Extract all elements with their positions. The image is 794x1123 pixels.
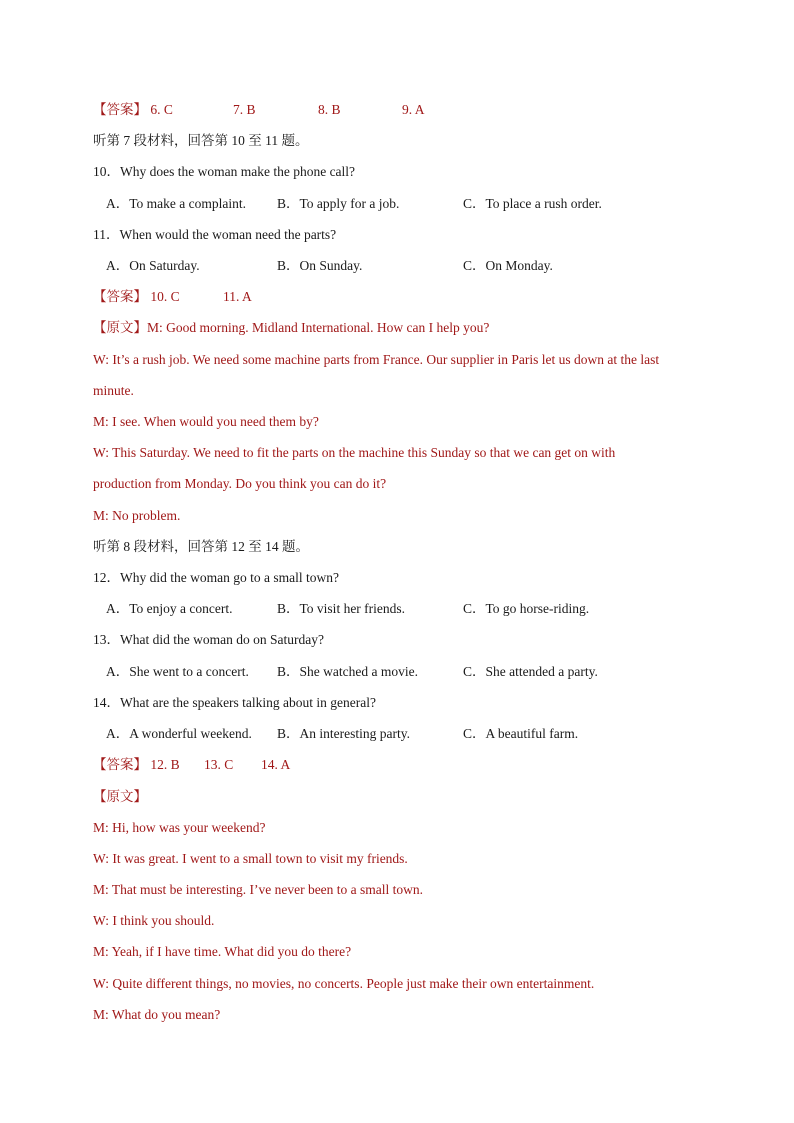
answer-8: 8. B [318,102,341,117]
question-14-stem: 14．What are the speakers talking about in general? [93,695,377,710]
q11-option-b: B．On Sunday. [277,258,363,273]
q10-option-a: A．To make a complaint. [106,196,247,211]
transcript-2-line-7: M: What do you mean? [93,1007,221,1022]
transcript-1-line-4: M: I see. When would you need them by? [93,414,319,429]
q11-option-c: C．On Monday. [463,258,553,273]
answer-label: 【答案】 [93,102,147,117]
transcript-1-line-1 [93,319,489,337]
q10-option-b: B．To apply for a job. [277,196,400,211]
q10-option-c: C．To place a rush order. [463,196,602,211]
answer-row-12-14 [93,756,291,774]
section-8-heading: 听第 8 段材料，回答第 12 至 14 题。 [93,539,309,554]
transcript-1-line-2: W: It’s a rush job. We need some machine parts from France. Our supplier in Paris let us down at the last [93,352,660,367]
q13-option-a: A．She went to a concert. [106,664,249,679]
answer-7: 7. B [233,102,256,117]
question-11-stem: 11．When would the woman need the parts? [93,227,337,242]
transcript-2-line-5: M: Yeah, if I have time. What did you do there? [93,944,352,959]
q13-option-b: B．She watched a movie. [277,664,418,679]
question-12-stem: 12．Why did the woman go to a small town? [93,570,339,585]
answer-9: 9. A [402,102,425,117]
q11-option-a: A．On Saturday. [106,258,200,273]
answer-12: 12. B [150,757,180,772]
q14-option-a: A．A wonderful weekend. [106,726,252,741]
answer-6: 6. C [150,102,173,117]
answer-11: 11. A [223,289,252,304]
q12-option-b: B．To visit her friends. [277,601,406,616]
transcript-2-label: 【原文】 [93,789,147,804]
transcript-2-line-3: M: That must be interesting. I’ve never been to a small town. [93,882,424,897]
transcript-2-line-2: W: It was great. I went to a small town to visit my friends. [93,851,408,866]
q12-option-c: C．To go horse-riding. [463,601,590,616]
answer-13: 13. C [204,757,234,772]
transcript-2-line-1: M: Hi, how was your weekend? [93,820,266,835]
answer-label: 【答案】 [93,289,147,304]
answer-row-10-11 [93,288,252,306]
transcript-1-line-7: M: No problem. [93,508,181,523]
answer-row-6-9 [93,101,425,119]
q12-option-a: A．To enjoy a concert. [106,601,233,616]
question-10-stem: 10．Why does the woman make the phone call? [93,164,356,179]
transcript-1-line-3: minute. [93,383,134,398]
transcript-2-line-4: W: I think you should. [93,913,215,928]
answer-label: 【答案】 [93,757,147,772]
question-13-stem: 13．What did the woman do on Saturday? [93,632,324,647]
transcript-1-text: M: Good morning. Midland International. How can I help you? [147,320,490,335]
transcript-label: 【原文】 [93,320,147,335]
answer-10: 10. C [150,289,180,304]
answer-14: 14. A [261,757,291,772]
section-7-heading: 听第 7 段材料，回答第 10 至 11 题。 [93,133,309,148]
transcript-2-line-6: W: Quite different things, no movies, no concerts. People just make their own entertainment. [93,976,595,991]
q14-option-b: B．An interesting party. [277,726,410,741]
transcript-1-line-6: production from Monday. Do you think you can do it? [93,476,387,491]
q13-option-c: C．She attended a party. [463,664,598,679]
transcript-1-line-5: W: This Saturday. We need to fit the parts on the machine this Sunday so that we can get on with [93,445,616,460]
q14-option-c: C．A beautiful farm. [463,726,579,741]
